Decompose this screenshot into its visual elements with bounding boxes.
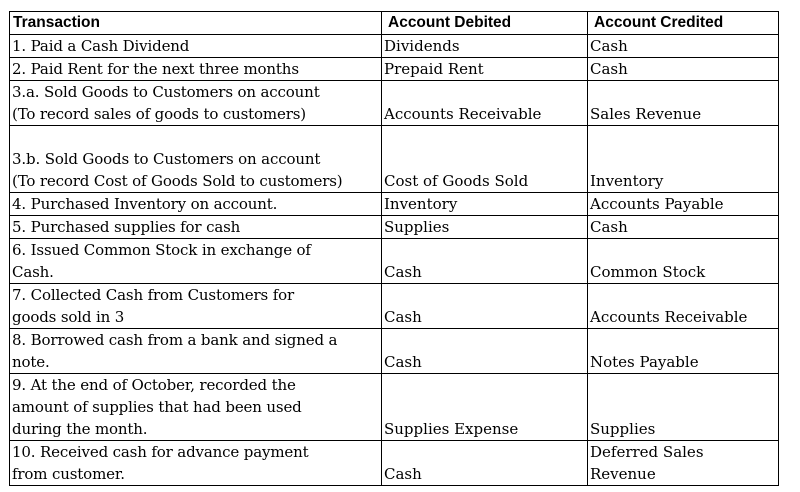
table-row [10,284,779,329]
credited-text: Cash [590,60,628,78]
credited-text: Accounts Receivable [590,308,748,326]
debited-cell: Inventory [382,193,588,216]
debited-cell: Cash [382,329,588,374]
debited-cell: Supplies [382,216,588,239]
credited-text: Cash [590,218,628,236]
table-row [10,441,779,486]
table-row [10,374,779,441]
credited-cell [588,329,779,374]
debited-cell: Cash [382,441,588,486]
debited-cell: Accounts Receivable [382,81,588,126]
credited-cell [588,216,779,239]
transaction-cell [10,193,382,216]
transaction-text: goods sold in 3 [12,308,125,326]
credited-cell [588,441,779,486]
transaction-cell [10,374,382,441]
transaction-text: Cash. [12,263,54,281]
transaction-cell [10,329,382,374]
debited-cell: Dividends [382,35,588,58]
header-account-debited: Account Debited [382,12,588,35]
debited-cell: Cost of Goods Sold [382,126,588,193]
blank-line [12,126,379,148]
transaction-cell [10,126,382,193]
transaction-text: 3.b. Sold Goods to Customers on account [12,150,321,168]
credited-text: Revenue [590,465,656,483]
transaction-text: during the month. [12,420,148,438]
credited-cell [588,35,779,58]
transaction-cell [10,35,382,58]
transaction-text: amount of supplies that had been used [12,398,302,416]
transaction-text: note. [12,353,50,371]
credited-text: Supplies [590,420,656,438]
table-row [10,81,779,126]
debited-cell: Supplies Expense [382,374,588,441]
transaction-text: 10. Received cash for advance payment [12,443,309,461]
credited-text: Inventory [590,172,664,190]
transaction-text: from customer. [12,465,125,483]
transaction-text: 6. Issued Common Stock in exchange of [12,241,311,259]
credited-text: Sales Revenue [590,105,702,123]
credited-text: Deferred Sales [590,443,704,461]
transaction-text: (To record sales of goods to customers) [12,105,306,123]
journal-entries-table [9,11,779,486]
credited-text: Accounts Payable [590,195,724,213]
transaction-text: 7. Collected Cash from Customers for [12,286,295,304]
table-row [10,193,779,216]
header-transaction: Transaction [10,12,382,35]
credited-cell [588,284,779,329]
transaction-text: 9. At the end of October, recorded the [12,376,296,394]
credited-cell [588,126,779,193]
table-row [10,216,779,239]
credited-text: Cash [590,37,628,55]
table-row [10,329,779,374]
debited-cell: Cash [382,239,588,284]
credited-cell [588,193,779,216]
table-row [10,35,779,58]
table-row [10,126,779,193]
transaction-text: 1. Paid a Cash Dividend [12,37,190,55]
transaction-cell [10,216,382,239]
credited-text: Notes Payable [590,353,699,371]
transaction-cell [10,58,382,81]
credited-cell [588,58,779,81]
transaction-cell [10,81,382,126]
transaction-text: (To record Cost of Goods Sold to customers) [12,172,343,190]
transaction-text: 8. Borrowed cash from a bank and signed a [12,331,338,349]
header-row [10,12,779,35]
transaction-text: 5. Purchased supplies for cash [12,218,241,236]
debited-cell: Prepaid Rent [382,58,588,81]
debited-cell: Cash [382,284,588,329]
credited-cell [588,239,779,284]
credited-cell [588,81,779,126]
transaction-cell [10,284,382,329]
header-account-credited: Account Credited [588,12,779,35]
transaction-text: 4. Purchased Inventory on account. [12,195,278,213]
credited-cell [588,374,779,441]
transaction-cell [10,239,382,284]
transaction-text: 2. Paid Rent for the next three months [12,60,299,78]
table-row [10,239,779,284]
table-row [10,58,779,81]
journal-table-container [9,11,778,486]
transaction-text: 3.a. Sold Goods to Customers on account [12,83,320,101]
transaction-cell [10,441,382,486]
credited-text: Common Stock [590,263,706,281]
